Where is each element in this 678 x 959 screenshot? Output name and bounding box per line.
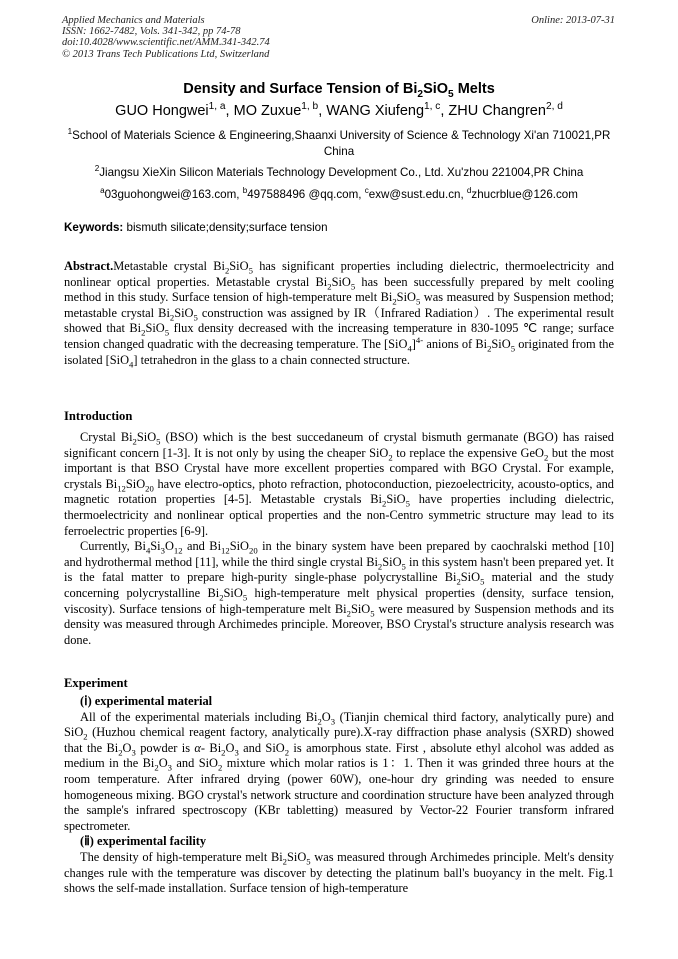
abstract: Abstract.Metastable crystal $Bi_2SiO_5$ has significant properties including dielectric, thermoelectricity and nonlinear optical properties. Metastable crystal $Bi_2SiO_5$ has been successfully prepared by melt cooling method in this study. Surface tension of high-temperature melt $Bi_2SiO_5$ was measured by Suspension method; metastable crystal $Bi_2SiO_5$ construction was assigned by IR（Infrared Radiation）. The experimental result showed that $Bi_2SiO_5$ flux density decreased with the increasing temperature in 830-1095 ℃ range; surface tension changed quadratic with the decreasing temperature. The $[SiO_4]^{4-}$ anions of $Bi_2SiO_5$ originated from the isolated [SiO$_4$] tetrahedron in the glass to a chain connected structure.	[64, 259, 615, 370]
paragraph: All of the experimental materials including $Bi_2O_3$ (Tianjin chemical third factory, analytically pure) and SiO$_2$ (Huzhou chemical reagent factory, analytically pure).X-ray diffraction phase analysis (SXRD) showed that the $Bi_2O_3$ powder is α- $Bi_2O_3$ and SiO$_2$ is amorphous state. First , absolute ethyl alcohol was added as medium in the $Bi_2O_3$ and SiO$_2$ mixture which molar ratios is 1：1. Then it was grinded three hours at the room temperature. After infrared drying (power 60W), one-hour dry grinding was needed to ensure homogeneous mixing. BGO crystal's network structure and coordination structure have been analyzed through the sample's infrared spectroscopy (KBr tabletting) measured by Vector-22 Fourier transform infrared spectrometer.	[64, 709, 614, 833]
subheading-facility: (ⅱ) experimental facility	[80, 834, 207, 849]
section-heading-experiment: Experiment	[64, 676, 128, 690]
experiment-body	[64, 694, 614, 897]
paper-title: Density and Surface Tension of $Bi_2SiO_5$ Melts	[183, 81, 495, 100]
author: ZHU Changren$^{2, d}$	[448, 101, 563, 119]
author-list	[0, 103, 678, 119]
affiliation-2: $^2$Jiangsu XieXin Silicon Materials Technology Development Co., Ltd. Xu'zhou 221004,PR China	[94, 164, 584, 179]
email-link[interactable]: exw@sust.edu.cn,	[368, 188, 467, 201]
paragraph: Crystal $Bi_2SiO_5$ (BSO) which is the best succedaneum of crystal bismuth germanate (BGO) has raised significant concern [1-3]. It is not only by using the cheaper SiO$_2$ to replace the expensive GeO$_2$ but the most important is that BSO Crystal have more excellent properties compared with BGO Crystal. For example, crystals $Bi_{12}SiO_{20}$ have electro-optics, photo refraction, photoconduction, piezoelectricity, acousto-optics, and magnetic rotation properties [4-5]. Metastable crystals $Bi_2SiO_5$ have properties including dielectric, thermoelectricity and nonlinear optical properties and the non-Centro symmetric structure may lead to its ferroelectric properties [6-9].	[64, 430, 614, 538]
doi-line: doi:10.4028/www.scientific.net/AMM.341-342.74	[62, 37, 270, 49]
paragraph: The density of high-temperature melt $Bi_2SiO_5$ was measured through Archimedes principle. Melt's density changes rule with the temperature was discover by detecting the platinum ball's buoyancy in the melt. Fig.1 shows the self-made installation. Surface tension of high-temperature	[64, 849, 614, 896]
journal-name: Applied Mechanics and Materials	[62, 15, 205, 26]
journal-header	[62, 15, 482, 60]
abstract-label: Abstract.	[64, 259, 114, 273]
subheading-material: (ⅰ) experimental material	[80, 694, 213, 708]
paragraph: Currently, $Bi_4Si_3O_{12}$ and $Bi_{12}SiO_{20}$ in the binary system have been prepared by caochralski method [10] and hydrothermal method [11], while the third single crystal $Bi_2SiO_5$ in this system hasn't been prepared yet. It is the fatal matter to prepare high-purity single-phase polycrystalline $Bi_2SiO_5$ material and the study concerning polycrystalline $Bi_2SiO_5$ high-temperature melt physical properties (density, surface tension, viscosity). Surface tensions of high-temperature melt $Bi_2SiO_5$ were measured by Suspension methods and its density was measured through Archimedes principle. Moreover, BSO Crystal's structure analysis research was done.	[64, 539, 615, 647]
author: MO Zuxue$^{1, b}$,	[233, 101, 327, 119]
copyright-line: © 2013 Trans Tech Publications Ltd, Switzerland	[62, 48, 270, 60]
issn-line: ISSN: 1662-7482, Vols. 341-342, pp 74-78	[62, 26, 241, 38]
author: WANG Xiufeng$^{1, c}$,	[326, 101, 449, 119]
section-heading-introduction: Introduction	[64, 409, 133, 423]
keywords-label: Keywords:	[64, 221, 124, 234]
email-link[interactable]: zhucrblue@126.com	[471, 188, 578, 201]
introduction-body	[64, 430, 614, 648]
keywords: Keywords: bismuth silicate;density;surface tension	[64, 221, 328, 234]
email-list: $^a$03guohongwei@163.com, $^b$497588496 @qq.com, $^c$exw@sust.edu.cn, $^d$zhucrblue@126.com	[100, 186, 578, 201]
online-date: Online: 2013-07-31	[531, 15, 615, 26]
email-link[interactable]: 03guohongwei@163.com,	[104, 188, 243, 201]
author: GUO Hongwei$^{1, a}$,	[115, 101, 234, 119]
affiliation-1: $^1$School of Materials Science & Engineering,Shaanxi University of Science & Technology Xi'an 710021,PR China	[67, 127, 611, 158]
email-link[interactable]: 497588496 @qq.com,	[247, 188, 365, 201]
